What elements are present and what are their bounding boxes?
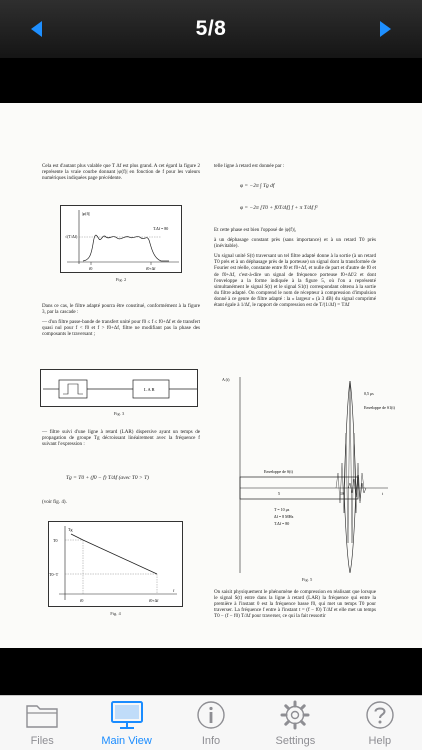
svg-text:10: 10 (340, 491, 344, 496)
left-paragraph-4: (voir fig. 4). (42, 499, 67, 505)
svg-text:f0: f0 (89, 266, 93, 271)
svg-text:√(T/Δf): √(T/Δf) (65, 234, 78, 239)
figure-5-plot (218, 373, 396, 579)
gear-icon (278, 698, 312, 732)
figure-5 (218, 373, 396, 579)
tab-settings[interactable] (253, 696, 337, 750)
figure-3-caption: Fig. 3 (113, 411, 125, 416)
next-page-arrow-icon[interactable] (380, 21, 391, 37)
tab-settings-label: Settings (275, 735, 316, 747)
figure-2-plot (61, 206, 183, 274)
previous-page-arrow-icon[interactable] (31, 21, 42, 37)
left-paragraph-2: Dans ce cas, le filtre adapté pourra être constitué, conformément à la figure 3, par la cascade : — d'un filtre passe-bande de transfert unité pour f0 ≤ f ≤ f0+Δf et de transfert quasi nul pour f < f0 et f > f0+Δf, filtre ne modifiant pas la phase des composants le traversant ; (42, 303, 200, 338)
figure-5-caption: Fig. 5 (301, 577, 313, 582)
figure-4 (48, 521, 183, 607)
svg-text:T = 10 μs: T = 10 μs (274, 507, 290, 512)
tab-help-label: Help (368, 735, 392, 747)
svg-text:T.Δf = 80: T.Δf = 80 (274, 521, 290, 526)
top-bar (0, 0, 422, 58)
tab-files[interactable] (0, 696, 84, 750)
info-icon (194, 698, 228, 732)
svg-text:A (t): A (t) (222, 377, 230, 382)
page-indicator: 5/8 (195, 17, 227, 40)
tab-main-view[interactable] (84, 696, 168, 750)
svg-text:|φ(f)|: |φ(f)| (82, 211, 90, 216)
right-paragraph-2: Et cette phase est bien l'opposé de |φ(f)|, à un déphasage constant près (sans importance) et à un retard T0 près (inévitable). Un signal unité S(t) traversant un tel filtre adapté donne à la sortie (à un retard T0 près et à un déphasage près de la porteuse) un signal dont la transformée de Fourier est réelle, constante entre f0 et f0+Δf, et nulle de part et d'autre de f0 et de f0+Δf, c'est-à-dire un signal de fréquence porteuse f0+Δf/2 et dont l'enveloppe a la forme indiquée à la figure 5, où l'on a représenté simultanément le signal S(t) et le signal S1(t) correspondant obtenu à la sortie du filtre adapté. On comprend le nom de récepteur à compression d'impulsion donné à ce genre de filtre adapté : la « largeur » (à 3 dB) du signal comprimé étant égale à 1/Δf, le rapport de compression est de T/(1/Δf) = TΔf (214, 227, 376, 309)
left-paragraph-1: Cela est d'autant plus valable que T Δf est plus grand. A cet égard la figure 2 représente la vraie courbe donnant |φ(f)| en fonction de f pour les valeurs numériques indiquées page précédente. (42, 163, 200, 182)
tab-bar (0, 695, 422, 750)
tab-info-label: Info (201, 735, 221, 747)
svg-text:f0+Δf: f0+Δf (149, 598, 159, 603)
document-page[interactable] (0, 103, 422, 648)
svg-text:T0−T: T0−T (49, 572, 59, 577)
svg-text:f: f (173, 588, 175, 593)
svg-text:f0+Δf: f0+Δf (146, 266, 156, 271)
tab-help[interactable] (338, 696, 422, 750)
svg-text:Enveloppe de S1(t): Enveloppe de S1(t) (364, 405, 395, 410)
tab-info[interactable] (169, 696, 253, 750)
svg-text:L A R: L A R (144, 387, 155, 392)
equation-2: φ = −2π [T0 + f0T/Δf] f + π T/Δf f² (240, 205, 318, 211)
svg-text:T.Δf = 80: T.Δf = 80 (153, 226, 169, 231)
svg-text:t: t (382, 491, 384, 496)
folder-icon (25, 698, 59, 732)
svg-text:Enveloppe de S(t): Enveloppe de S(t) (264, 469, 293, 474)
left-paragraph-3: — filtre suivi d'une ligne à retard (LAR) dispersive ayant un temps de propagation de groupe Tg décroissant linéairement avec la fréquence f suivant l'expression : (42, 429, 200, 448)
help-icon (363, 698, 397, 732)
svg-text:Tg: Tg (68, 527, 73, 532)
figure-3 (40, 369, 198, 407)
equation-1: φ = −2π ∫ Tg df (240, 183, 275, 189)
tab-files-label: Files (30, 735, 54, 747)
svg-text:5: 5 (278, 491, 280, 496)
svg-text:Δf = 8 MHz: Δf = 8 MHz (274, 514, 294, 519)
right-paragraph-1: telle ligne à retard est donnée par : (214, 163, 285, 169)
figure-4-caption: Fig. 4 (110, 611, 121, 616)
figure-4-plot (49, 522, 184, 608)
left-formula: Tg = T0 + (f0 − f) T/Δf (avec T0 > T) (66, 475, 150, 481)
svg-text:T0: T0 (53, 538, 58, 543)
tab-main-view-label: Main View (101, 735, 152, 747)
svg-text:f0: f0 (80, 598, 84, 603)
figure-3-block-diagram (41, 370, 199, 408)
figure-2 (60, 205, 182, 273)
figure-2-caption: Fig. 2 (115, 277, 127, 282)
svg-text:0,5 μs: 0,5 μs (364, 391, 374, 396)
monitor-icon (110, 698, 144, 732)
right-paragraph-3: On saisit physiquement le phénomène de compression en réalisant que lorsque le signal S(t) entre dans la ligne à retard (LAR) la fréquence qui entre la première à l'instant 0 est la fréquence basse f0, qui met un temps T0 pour traverser. La fréquence f entre à l'instant t = (f − f0) T/Δf et elle met un temps T0 − (f − f0) T/Δf pour traverser, ce qui la fait ressortir (214, 589, 376, 620)
document-viewer[interactable] (0, 58, 422, 695)
